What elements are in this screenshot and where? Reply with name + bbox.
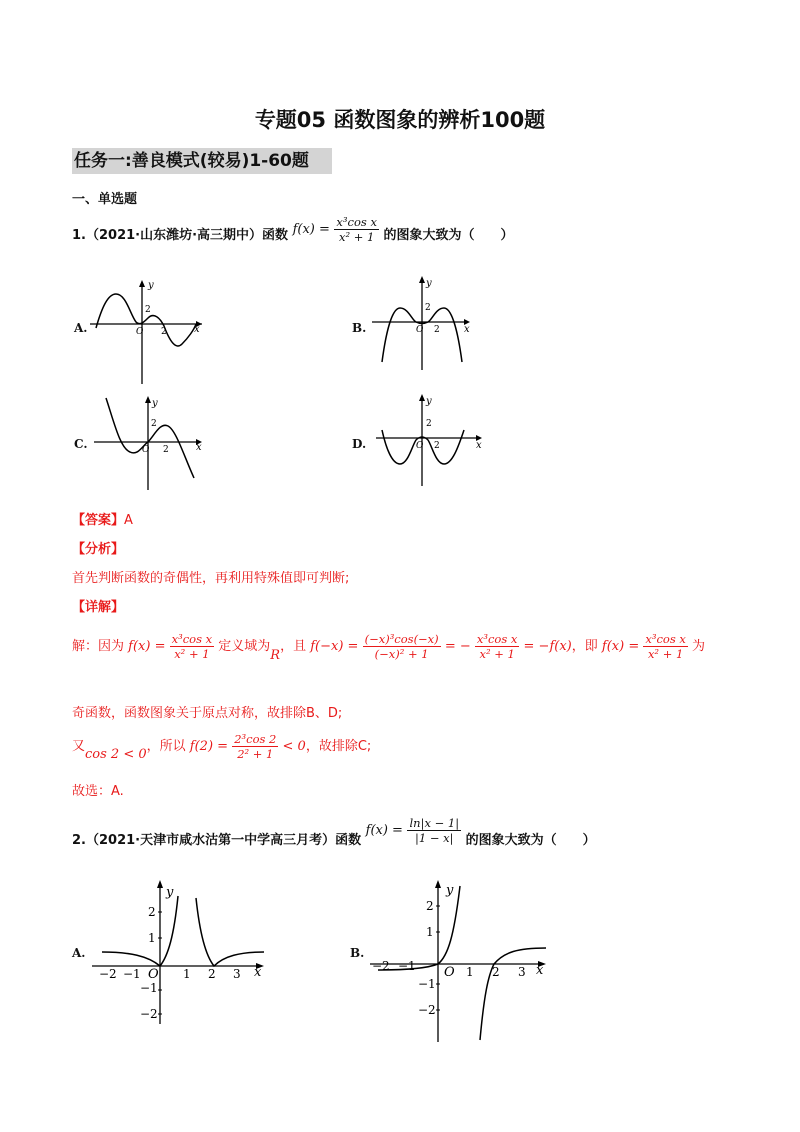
svg-text:−1: −1 — [398, 959, 416, 973]
svg-text:−1: −1 — [140, 981, 158, 995]
graph-b-tick-x2: 2 — [434, 325, 440, 335]
q1-option-a[interactable]: A. — [74, 321, 88, 335]
graph-d-tick-x2: 2 — [434, 441, 440, 451]
svg-text:3: 3 — [233, 967, 241, 981]
graph-c-tick-x2: 2 — [163, 445, 169, 455]
q2-option-b[interactable]: B. — [350, 946, 365, 960]
q2b-y-label: y — [446, 883, 454, 898]
question-1 — [72, 215, 514, 250]
q1-func-lhs: f(x) = — [292, 222, 330, 237]
graph-b-x-label: x — [464, 324, 470, 335]
detail-line-4: 故选：A. — [72, 784, 124, 799]
graph-d-x-label: x — [476, 440, 482, 451]
svg-text:3: 3 — [518, 965, 526, 979]
q2-func-den: |1 − x| — [415, 831, 454, 845]
q2-func-lhs: f(x) = — [365, 823, 403, 838]
svg-text:2: 2 — [426, 899, 434, 913]
q2-prefix: 2.（2021·天津市咸水沽第一中学高三月考）函数 — [72, 833, 362, 848]
svg-text:−2: −2 — [140, 1007, 158, 1021]
q2-func-num: ln|x − 1| — [409, 816, 460, 830]
detail-line-1: 解：因为 f(x) = $\frac{\text{x³cos x}}{\text{x² + 1}}$ 定义域为R，且 f(−x) = $\frac{\text{(−x)³cos(−x)}}{\text{(−x)² + 1}}$ = − $\frac{\text{x³cos x}}{\text{x² + 1}}$ = −f(x)，即 f(x) = $\frac{\text{x³cos x}}{\text{x² + 1}}$ 为 — [72, 632, 706, 663]
graph-a-x-label: x — [194, 324, 200, 335]
q2-option-a[interactable]: A. — [72, 946, 86, 960]
graph-a-tick-2: 2 — [145, 305, 151, 315]
q2-suffix: 的图象大致为（ ） — [465, 833, 596, 848]
graph-c-x-label: x — [196, 442, 202, 453]
graph-d-y-label: y — [426, 396, 432, 407]
q1-func-num: x³cos x — [336, 215, 377, 229]
graph-b-tick-2: 2 — [425, 303, 431, 313]
q1-suffix: 的图象大致为（ ） — [383, 228, 514, 243]
graph-c-tick-2: 2 — [151, 419, 157, 429]
graph-a-origin: O — [136, 327, 144, 337]
detail-line-3: 又cos 2 < 0，所以 f(2) = $\frac{\text{2³cos 2}}{\text{2² + 1}}$ < 0，故排除C; — [72, 732, 372, 762]
section-heading: 一、单选题 — [72, 192, 138, 207]
svg-text:−1: −1 — [418, 977, 436, 991]
svg-text:−2: −2 — [99, 967, 117, 981]
detail-line-2: 奇函数，函数图象关于原点对称，故排除B、D; — [72, 706, 343, 721]
q1-graph-a — [90, 272, 210, 384]
svg-text:2: 2 — [492, 965, 500, 979]
q1-prefix: 1.（2021·山东潍坊·高三期中）函数 — [72, 228, 289, 243]
answer-label: 【答案】 — [72, 513, 125, 528]
svg-text:1: 1 — [466, 965, 474, 979]
answer-line — [72, 509, 133, 528]
graph-b-origin: O — [416, 325, 424, 335]
detail-label: 【详解】 — [72, 600, 125, 615]
q1-option-b[interactable]: B. — [352, 321, 367, 335]
svg-text:1: 1 — [183, 967, 191, 981]
question-2 — [72, 816, 596, 855]
q2a-y-label: y — [166, 885, 174, 900]
task-heading: 任务一:善良模式(较易)1-60题 — [72, 148, 332, 174]
svg-text:1: 1 — [426, 925, 434, 939]
svg-text:1: 1 — [148, 931, 156, 945]
q2a-origin: O — [148, 967, 159, 982]
svg-text:−1: −1 — [123, 967, 141, 981]
analysis-text: 首先判断函数的奇偶性，再利用特殊值即可判断; — [72, 571, 350, 586]
q2b-x-label: x — [536, 963, 544, 978]
q1-option-d[interactable]: D. — [352, 437, 367, 451]
graph-d-tick-2: 2 — [426, 419, 432, 429]
graph-a-tick-x2: 2 — [161, 327, 167, 337]
q1-graph-b — [368, 272, 488, 372]
analysis-label: 【分析】 — [72, 542, 125, 557]
svg-text:−2: −2 — [418, 1003, 436, 1017]
q2a-x-label: x — [254, 965, 262, 980]
svg-text:−2: −2 — [372, 959, 390, 973]
q1-graph-d — [368, 392, 488, 492]
q2-graph-b — [368, 876, 548, 1044]
q1-graph-c — [90, 392, 210, 492]
graph-a-y-label: y — [148, 280, 154, 291]
q2b-origin: O — [444, 965, 455, 980]
page-title: 专题05 函数图象的辨析100题 — [254, 108, 546, 132]
q1-option-c[interactable]: C. — [74, 437, 88, 451]
graph-b-y-label: y — [426, 278, 432, 289]
graph-d-origin: O — [416, 441, 424, 451]
graph-c-origin: O — [142, 445, 150, 455]
q1-func-den: x² + 1 — [339, 230, 375, 244]
svg-text:2: 2 — [148, 905, 156, 919]
answer-value: A — [124, 513, 133, 528]
q2-graph-a — [90, 876, 270, 1026]
svg-text:2: 2 — [208, 967, 216, 981]
graph-c-y-label: y — [152, 398, 158, 409]
